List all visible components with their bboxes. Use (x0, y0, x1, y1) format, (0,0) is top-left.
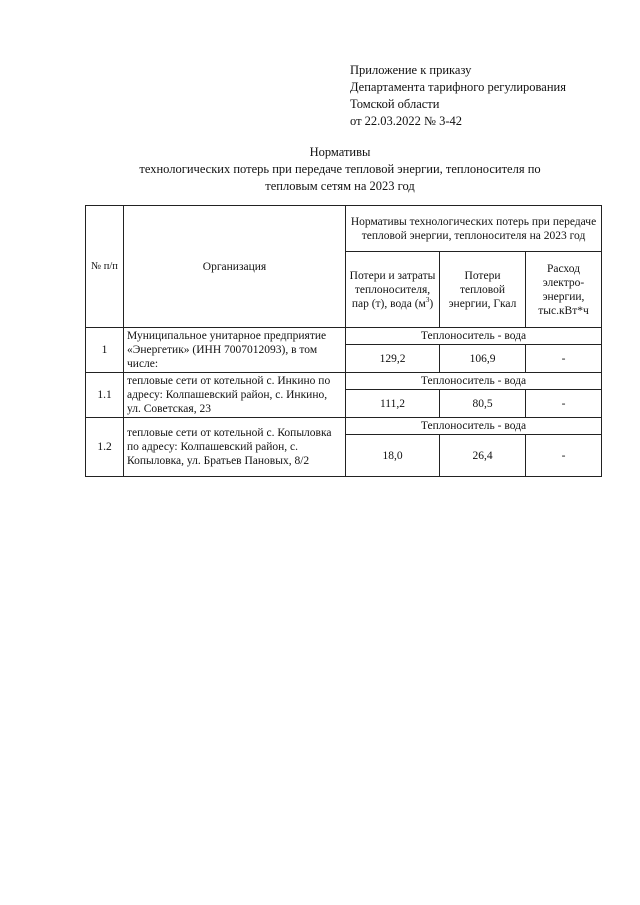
annex-line-3: Томской области (350, 97, 440, 111)
annex-block (350, 62, 630, 130)
title-line-2: технологических потерь при передаче тепловой энергии, теплоносителя по (139, 162, 541, 176)
row-coolant-value: 129,2 (346, 345, 440, 373)
row-num: 1.1 (86, 373, 124, 418)
row-coolant-value: 111,2 (346, 390, 440, 418)
row-organization: тепловые сети от котельной с. Инкино по адресу: Колпашевский район, с. Инкино, ул. Советская, 23 (124, 373, 346, 418)
row-electricity-value: - (526, 435, 602, 477)
header-row-1 (86, 206, 602, 252)
row-num: 1 (86, 328, 124, 373)
header-norms-group: Нормативы технологических потерь при передаче тепловой энергии, теплоносителя на 2023 год (346, 206, 602, 252)
norms-table (85, 205, 602, 477)
row-organization: Муниципальное унитарное предприятие «Энергетик» (ИНН 7007012093), в том числе: (124, 328, 346, 373)
header-coolant-losses: Потери и затраты теплоносителя, пар (т), вода $(м^3)$ (346, 252, 440, 328)
row-heat-value: 26,4 (440, 435, 526, 477)
header-organization: Организация (124, 206, 346, 328)
annex-line-1: Приложение к приказу (350, 63, 472, 77)
title-line-3: тепловым сетям на 2023 год (265, 179, 415, 193)
header-num: № п/п (86, 206, 124, 328)
row-electricity-value: - (526, 390, 602, 418)
table-row (86, 373, 602, 390)
row-organization: тепловые сети от котельной с. Копыловка по адресу: Колпашевский район, с. Копыловка, ул. Братьев Пановых, 8/2 (124, 418, 346, 477)
document-title (60, 144, 620, 195)
annex-line-2: Департамента тарифного регулирования (350, 80, 566, 94)
row-heat-value: 106,9 (440, 345, 526, 373)
row-coolant-value: 18,0 (346, 435, 440, 477)
row-num: 1.2 (86, 418, 124, 477)
header-heat-losses: Потери тепловой энергии, Гкал (440, 252, 526, 328)
annex-line-4: от 22.03.2022 № 3-42 (350, 114, 463, 128)
row-carrier: Теплоноситель - вода (346, 373, 602, 390)
row-carrier: Теплоноситель - вода (346, 328, 602, 345)
table-row (86, 418, 602, 435)
row-electricity-value: - (526, 345, 602, 373)
title-line-1: Нормативы (309, 145, 371, 159)
table-row (86, 328, 602, 345)
row-heat-value: 80,5 (440, 390, 526, 418)
header-electricity: Расход электро-энергии, тыс.кВт*ч (526, 252, 602, 328)
row-carrier: Теплоноситель - вода (346, 418, 602, 435)
